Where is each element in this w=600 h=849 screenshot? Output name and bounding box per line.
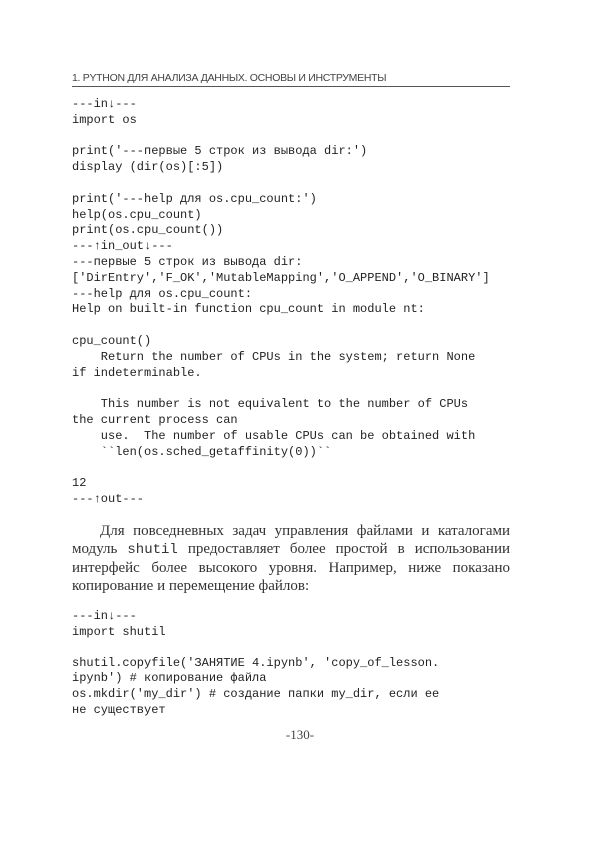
inline-code-shutil: shutil (127, 542, 178, 558)
code-block-os: ---in↓--- import os print('---первые 5 строк из вывода dir:') display (dir(os)[:5]) print('---help для os.cpu_count:') help(os.cpu_count) print(os.cpu_count()) ---↑in_out↓--- ---первые 5 строк из вывода dir: ['DirEntry','F_OK','MutableMapping','O_APPEND','O_BINARY'] ---help для os.cpu_count: Help on built-in function cpu_count in module nt: cpu_count() Return the number of CPUs in the system; return None if indeterminable. This number is not equivalent to the number of CPUs the current process can use. The number of usable CPUs can be obtained with ``len(os.sched_getaffinity(0))`` 12 ---↑out--- (72, 97, 490, 506)
paragraph-text-after: предоставляет более простой в использовании интерфейс более высокого уровня. Например, ниже показано копирование и перемещение файлов: (72, 541, 511, 594)
page-number: -130- (285, 727, 315, 742)
running-header: 1. PYTHON ДЛЯ АНАЛИЗА ДАННЫХ. ОСНОВЫ И ИНСТРУМЕНТЫ (72, 72, 510, 87)
paragraph-text-before: Для повседневных задач управления файлами и каталогами модуль (72, 523, 510, 557)
body-paragraph (72, 522, 510, 595)
code-block-shutil: ---in↓--- import shutil shutil.copyfile('ЗАНЯТИЕ 4.ipynb', 'copy_of_lesson. ipynb') # копирование файла os.mkdir('my_dir') # создание папки my_dir, если ее не существует (72, 609, 440, 717)
